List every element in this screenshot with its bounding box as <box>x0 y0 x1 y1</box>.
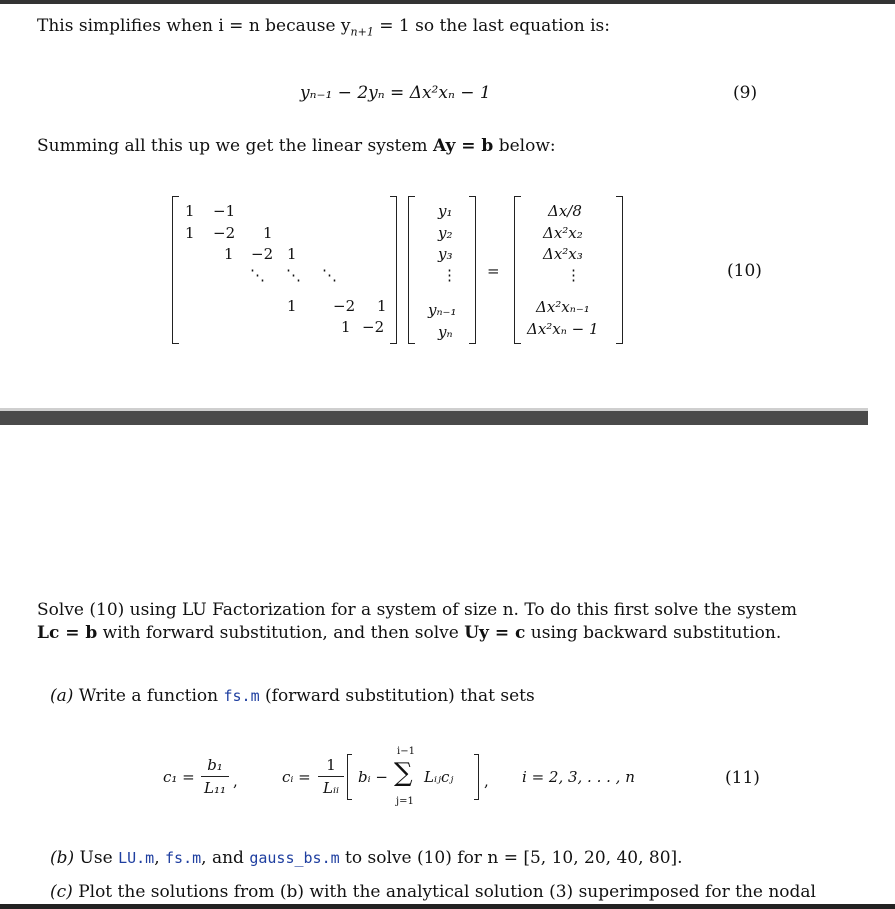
matrix-A-entry: ⋱ <box>286 266 301 284</box>
vector-b-entry: Δx/8 <box>548 202 582 220</box>
c1-numerator: b₁ <box>207 756 223 774</box>
vector-b-entry: ⋮ <box>566 266 581 284</box>
matrix-A-entry: 1 <box>224 245 234 263</box>
vector-b-entry: Δx²xₙ₋₁ <box>536 298 590 316</box>
matrix-A-entry: 1 <box>185 224 195 242</box>
matrix-A-right-bracket <box>390 196 397 344</box>
vector-b-left-bracket <box>514 196 521 344</box>
ci-left-bracket <box>347 754 352 800</box>
ci-lhs: cᵢ = <box>282 768 311 786</box>
vector-y-left-bracket <box>408 196 415 344</box>
sum-upper-limit: i−1 <box>397 746 415 757</box>
vector-b-entry: Δx²x₃ <box>543 245 583 263</box>
fraction-bar <box>318 776 344 777</box>
matrix-A-entry: −2 <box>333 297 356 315</box>
matrix-A-entry: −2 <box>362 318 385 336</box>
equals-sign: = <box>487 262 500 280</box>
equation-10-number: (10) <box>727 261 762 281</box>
matrix-A-entry: 1 <box>341 318 351 336</box>
intro-line: This simplifies when i = n because $y_{n+1} = 1$ so the last equation is: <box>37 16 611 39</box>
comma: , <box>233 772 238 790</box>
ci-numerator: 1 <box>326 756 336 774</box>
top-border <box>0 0 895 4</box>
sum-symbol: ∑ <box>394 758 413 788</box>
summing-line: Summing all this up we get the linear system Ay = b below: <box>37 136 556 156</box>
vector-y-right-bracket <box>469 196 476 344</box>
vector-b-right-bracket <box>616 196 623 344</box>
ci-right-bracket <box>474 754 479 800</box>
matrix-A-entry: 1 <box>287 297 297 315</box>
index-range: i = 2, 3, . . . , n <box>522 768 635 786</box>
bottom-border <box>0 904 895 909</box>
vector-y-entry: y₂ <box>438 224 453 242</box>
matrix-A-entry: ⋱ <box>250 266 265 284</box>
solve-line-2: Lc = b with forward substitution, and then solve Uy = c using backward substitution. <box>37 623 782 643</box>
page-divider-highlight <box>0 408 868 411</box>
matrix-A-entry: 1 <box>377 297 387 315</box>
comma: , <box>484 772 489 790</box>
ci-denominator: Lᵢᵢ <box>323 779 339 797</box>
vector-y-entry: y₃ <box>438 245 453 263</box>
c1-fraction <box>201 756 229 797</box>
equation-11-number: (11) <box>725 768 760 788</box>
c1-denominator: L₁₁ <box>204 779 226 797</box>
matrix-A-entry: 1 <box>287 245 297 263</box>
vector-y-entry: yₙ <box>438 323 453 341</box>
vector-y-entry: yₙ₋₁ <box>428 301 457 319</box>
c1-lhs: c₁ = <box>163 768 195 786</box>
matrix-A-entry: 1 <box>263 224 273 242</box>
ci-fraction <box>318 756 344 797</box>
vector-b-entry: Δx²x₂ <box>543 224 583 242</box>
vector-b-entry: Δx²xₙ − 1 <box>527 320 599 338</box>
matrix-A-entry: −1 <box>213 202 236 220</box>
matrix-A-entry: 1 <box>185 202 195 220</box>
part-b: (b) Use LU.m, fs.m, and gauss_bs.m to solve (10) for n = [5, 10, 20, 40, 80]. <box>50 848 683 868</box>
fraction-bar <box>201 776 229 777</box>
bi-minus: bᵢ − <box>358 768 388 786</box>
vector-y-entry: ⋮ <box>442 266 457 284</box>
equation-9-number: (9) <box>733 83 758 103</box>
matrix-A-entry: ⋱ <box>322 266 337 284</box>
sum-term: Lᵢⱼcⱼ <box>424 768 454 786</box>
part-c: (c) Plot the solutions from (b) with the analytical solution (3) superimposed for the nodal <box>50 882 816 902</box>
vector-y-entry: y₁ <box>438 202 453 220</box>
matrix-A-entry: −2 <box>213 224 236 242</box>
solve-line-1: Solve (10) using LU Factorization for a system of size n. To do this first solve the system <box>37 600 798 620</box>
part-a: (a) Write a function fs.m (forward substitution) that sets <box>50 686 535 706</box>
equation-9: yₙ₋₁ − 2yₙ = Δx²xₙ − 1 <box>300 83 491 103</box>
matrix-A-entry: −2 <box>251 245 274 263</box>
matrix-A-left-bracket <box>172 196 179 344</box>
sum-lower-limit: j=1 <box>396 796 414 807</box>
